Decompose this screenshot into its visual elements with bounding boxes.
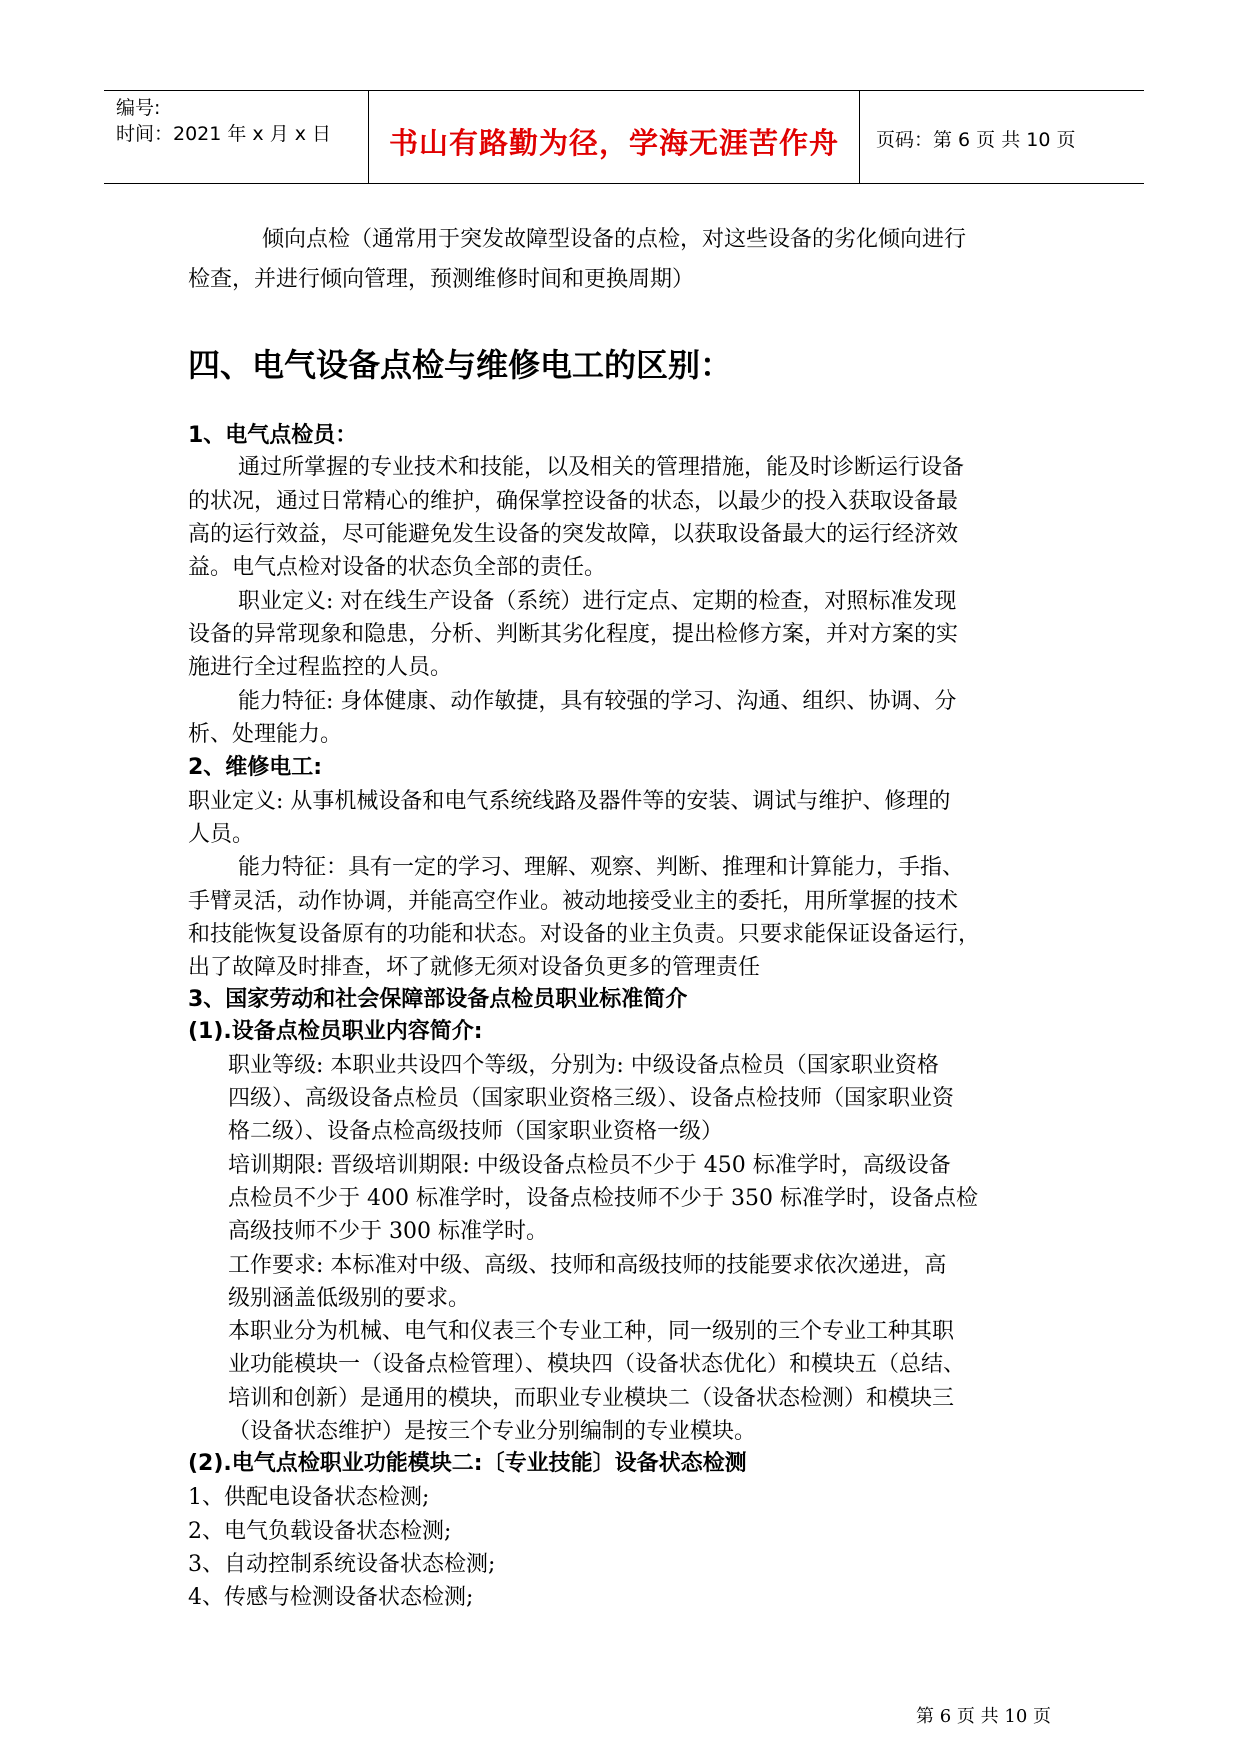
header-left-cell <box>104 91 368 183</box>
page-header <box>104 90 1144 184</box>
list-item: 4、传感与检测设备状态检测; <box>188 1585 474 1610</box>
paragraph-line: 格二级）、设备点检高级技师（国家职业资格一级） <box>228 1119 724 1144</box>
subsection-heading: (1).设备点检员职业内容简介: <box>188 1019 483 1044</box>
list-item: 2、电气负载设备状态检测; <box>188 1519 452 1544</box>
list-item: 3、自动控制系统设备状态检测; <box>188 1552 496 1577</box>
paragraph-line: 设备的异常现象和隐患，分析、判断其劣化程度，提出检修方案，并对方案的实 <box>188 622 959 647</box>
page-footer: 第 6 页 共 10 页 <box>916 1706 1051 1727</box>
paragraph-line: 职业定义: 从事机械设备和电气系统线路及器件等的安装、调试与维护、修理的 <box>188 789 951 814</box>
paragraph-line: 高级技师不少于 300 标准学时。 <box>228 1219 548 1244</box>
doc-number-label: 编号: <box>116 97 161 119</box>
header-motto: 书山有路勤为径，学海无涯苦作舟 <box>388 126 839 160</box>
paragraph-line: 能力特征：具有一定的学习、理解、观察、判断、推理和计算能力，手指、 <box>238 855 965 880</box>
paragraph-line: 和技能恢复设备原有的功能和状态。对设备的业主负责。只要求能保证设备运行， <box>188 922 981 947</box>
paragraph-line: 培训和创新）是通用的模块，而职业专业模块二（设备状态检测）和模块三 <box>228 1386 955 1411</box>
paragraph-line: 四级）、高级设备点检员（国家职业资格三级）、设备点检技师（国家职业资 <box>228 1086 955 1111</box>
paragraph-line: 能力特征: 身体健康、动作敏捷，具有较强的学习、沟通、组织、协调、分 <box>238 689 957 714</box>
paragraph-line: 施进行全过程监控的人员。 <box>188 655 453 680</box>
paragraph-line: 级别涵盖低级别的要求。 <box>228 1286 471 1311</box>
paragraph-line: 点检员不少于 400 标准学时，设备点检技师不少于 350 标准学时，设备点检 <box>228 1186 978 1211</box>
paragraph-line: 出了故障及时排查，坏了就修无须对设备负更多的管理责任 <box>188 955 761 980</box>
paragraph-line: 职业定义: 对在线生产设备（系统）进行定点、定期的检查，对照标准发现 <box>238 589 957 614</box>
paragraph-line: 倾向点检（通常用于突发故障型设备的点检，对这些设备的劣化倾向进行 <box>262 227 967 252</box>
subsection-heading: 3、国家劳动和社会保障部设备点检员职业标准简介 <box>188 987 688 1012</box>
paragraph-line: 手臂灵活，动作协调，并能高空作业。被动地接受业主的委托，用所掌握的技术 <box>188 889 959 914</box>
header-right-cell <box>860 91 1144 183</box>
paragraph-line: 的状况，通过日常精心的维护，确保掌控设备的状态，以最少的投入获取设备最 <box>188 489 959 514</box>
list-item: 1、供配电设备状态检测; <box>188 1485 430 1510</box>
subsection-heading: 1、电气点检员： <box>188 423 358 448</box>
paragraph-line: （设备状态维护）是按三个专业分别编制的专业模块。 <box>228 1419 757 1444</box>
paragraph-line: 人员。 <box>188 822 255 847</box>
header-page-code: 页码：第 6 页 共 10 页 <box>876 129 1076 151</box>
paragraph-line: 通过所掌握的专业技术和技能，以及相关的管理措施，能及时诊断运行设备 <box>238 455 965 480</box>
doc-time-label: 时间：2021 年 x 月 x 日 <box>116 123 332 145</box>
subsection-heading: (2).电气点检职业功能模块二:〔专业技能〕设备状态检测 <box>188 1451 747 1476</box>
header-center-cell <box>368 91 860 183</box>
paragraph-line: 培训期限: 晋级培训期限: 中级设备点检员不少于 450 标准学时，高级设备 <box>228 1153 951 1178</box>
paragraph-line: 析、处理能力。 <box>188 722 343 747</box>
subsection-heading: 2、维修电工: <box>188 755 323 780</box>
section-heading: 四、电气设备点检与维修电工的区别： <box>188 346 733 384</box>
paragraph-line: 工作要求: 本标准对中级、高级、技师和高级技师的技能要求依次递进，高 <box>228 1253 947 1278</box>
paragraph-line: 业功能模块一（设备点检管理）、模块四（设备状态优化）和模块五（总结、 <box>228 1352 966 1377</box>
paragraph-line: 本职业分为机械、电气和仪表三个专业工种，同一级别的三个专业工种其职 <box>228 1319 955 1344</box>
paragraph-line: 检查，并进行倾向管理，预测维修时间和更换周期） <box>188 267 695 292</box>
paragraph-line: 益。电气点检对设备的状态负全部的责任。 <box>188 555 607 580</box>
paragraph-line: 高的运行效益，尽可能避免发生设备的突发故障，以获取设备最大的运行经济效 <box>188 522 959 547</box>
paragraph-line: 职业等级: 本职业共设四个等级，分别为: 中级设备点检员（国家职业资格 <box>228 1053 939 1078</box>
